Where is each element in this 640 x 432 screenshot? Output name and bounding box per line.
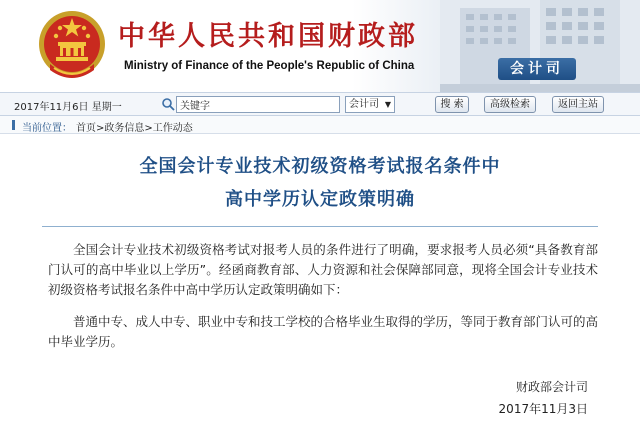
ministry-name-english: Ministry of Finance of the People's Republic of China: [124, 60, 415, 72]
search-scope-value: 会计司: [349, 99, 379, 110]
search-input[interactable]: [176, 96, 340, 113]
toolbar: [0, 92, 640, 116]
article-paragraph-1: 全国会计专业技术初级资格考试对报考人员的条件进行了明确，要求报考人员必须“具备教育部门认可的高中毕业以上学历”。经函商教育部、人力资源和社会保障部同意，现将全国会计专业技术初级资格考试报名条件中高中学历认定政策明确如下：: [48, 242, 598, 297]
article-date: 2017年11月3日: [498, 402, 588, 416]
breadcrumb-marker-icon: [12, 120, 15, 130]
breadcrumb-item-government-info[interactable]: 政务信息: [104, 123, 145, 134]
advanced-search-button[interactable]: 高级检索: [484, 96, 536, 113]
department-badge: 会计司: [498, 58, 576, 80]
breadcrumb-separator: >: [96, 123, 105, 134]
search-button[interactable]: 搜 索: [435, 96, 469, 113]
article-signature: 财政部会计司: [515, 380, 588, 394]
breadcrumb: [0, 116, 640, 134]
breadcrumb-separator: >: [144, 123, 153, 134]
article-paragraph-2: 普通中专、成人中专、职业中专和技工学校的合格毕业生取得的学历，等同于教育部门认可的高中毕业学历。: [48, 314, 599, 349]
chevron-down-icon: ▼: [384, 100, 391, 109]
breadcrumb-item-home[interactable]: 首页: [76, 123, 96, 134]
national-emblem-icon: [36, 6, 108, 86]
return-home-button[interactable]: 返回主站: [552, 96, 604, 113]
breadcrumb-item-work-updates[interactable]: 工作动态: [152, 123, 193, 134]
title-divider: [42, 226, 598, 227]
ministry-name-chinese: 中华人民共和国财政部: [118, 21, 418, 52]
current-date: 2017年11月6日 星期一: [14, 102, 122, 113]
breadcrumb-label: 当前位置：: [22, 123, 72, 134]
article-title-line-1: 全国会计专业技术初级资格考试报名条件中: [139, 156, 501, 177]
search-scope-select[interactable]: [345, 96, 395, 113]
article-title-line-2: 高中学历认定政策明确: [225, 189, 415, 210]
breadcrumb-links: [76, 119, 193, 134]
search-icon: [161, 97, 175, 111]
site-header: [0, 0, 640, 92]
